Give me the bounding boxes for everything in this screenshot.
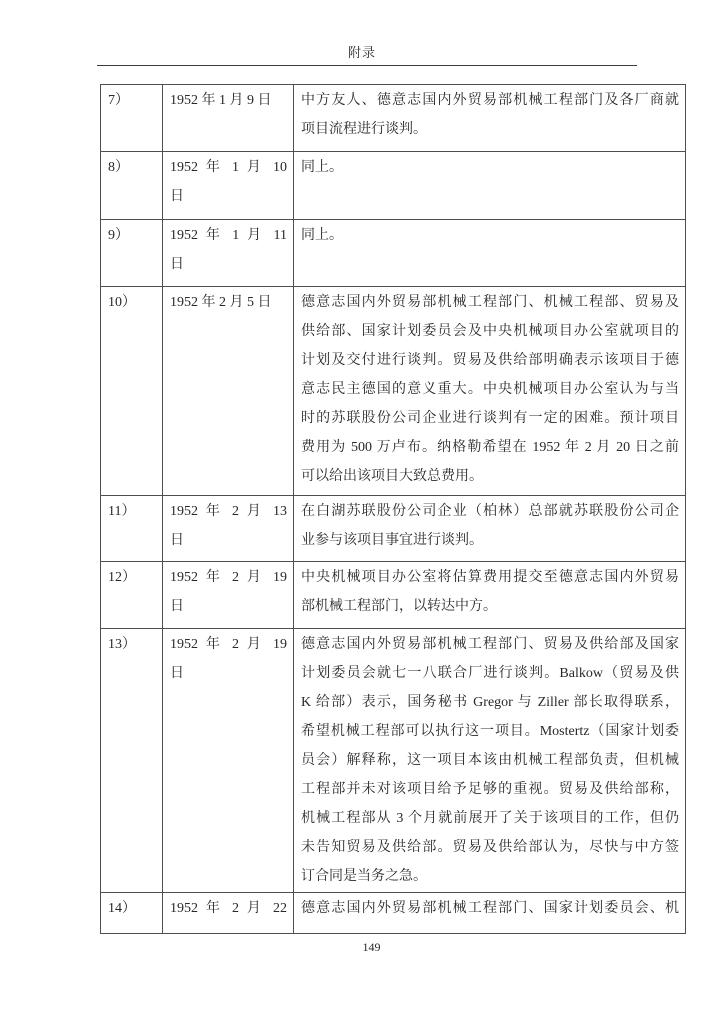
row-date-cell xyxy=(163,496,294,562)
content-line: 同上。 xyxy=(301,160,343,175)
row-number: 7） xyxy=(108,93,129,108)
date-line: 1952 年 2 月 22 xyxy=(170,901,287,916)
row-content-cell xyxy=(294,496,686,562)
row-content-cell xyxy=(294,893,686,934)
content-line: 员会）解释称，这一项目本该由机械工程部负责，但机械 xyxy=(301,753,679,768)
date-line: 日 xyxy=(170,189,184,204)
date-line: 日 xyxy=(170,666,184,681)
content-line: K 给部）表示，国务秘书 Gregor 与 Ziller 部长取得联系， xyxy=(301,695,679,710)
row-number: 13） xyxy=(108,637,136,652)
row-number: 11） xyxy=(108,504,136,519)
date-line: 日 xyxy=(170,257,184,272)
row-content-cell xyxy=(294,287,686,496)
content-line: 同上。 xyxy=(301,228,343,243)
row-date-cell xyxy=(163,562,294,629)
content-line: 德意志国内外贸易部机械工程部门、机械工程部、贸易及 xyxy=(301,295,679,310)
content-line: 希望机械工程部可以执行这一项目。Mostertz（国家计划委 xyxy=(301,724,679,739)
row-number-cell xyxy=(101,152,163,220)
content-line: 计划及交付进行谈判。贸易及供给部明确表示该项目于德 xyxy=(301,353,679,368)
row-number-cell xyxy=(101,220,163,287)
content-line: 时的苏联股份公司企业进行谈判有一定的困难。预计项目 xyxy=(301,411,679,426)
date-line: 1952 年 2 月 5 日 xyxy=(170,295,272,310)
page-number: 149 xyxy=(362,940,381,954)
row-content-cell xyxy=(294,152,686,220)
content-line: 业参与该项目事宜进行谈判。 xyxy=(301,533,483,548)
appendix-table xyxy=(100,84,686,934)
content-line: 意志民主德国的意义重大。中央机械项目办公室认为与当 xyxy=(301,382,679,397)
header-divider xyxy=(97,65,637,66)
content-line: 计划委员会就七一八联合厂进行谈判。Balkow（贸易及供 xyxy=(301,666,679,681)
row-number: 9） xyxy=(108,228,129,243)
content-line: 在白湖苏联股份公司企业（柏林）总部就苏联股份公司企 xyxy=(301,504,679,519)
row-date-cell xyxy=(163,893,294,934)
row-date-cell xyxy=(163,152,294,220)
content-line: 项目流程进行谈判。 xyxy=(301,122,427,137)
row-number: 14） xyxy=(108,901,136,916)
row-number: 12） xyxy=(108,570,136,585)
content-line: 供给部、国家计划委员会及中央机械项目办公室就项目的 xyxy=(301,324,679,339)
table-row xyxy=(101,629,686,893)
content-line: 中央机械项目办公室将估算费用提交至德意志国内外贸易 xyxy=(301,570,679,585)
row-content-cell xyxy=(294,629,686,893)
appendix-table-body xyxy=(101,85,686,934)
row-number-cell xyxy=(101,629,163,893)
content-line: 订合同是当务之急。 xyxy=(301,869,427,884)
date-line: 1952 年 1 月 10 xyxy=(170,160,287,175)
table-row xyxy=(101,85,686,152)
content-line: 未告知贸易及供给部。贸易及供给部认为，尽快与中方签 xyxy=(301,840,679,855)
row-number: 10） xyxy=(108,295,136,310)
row-content-cell xyxy=(294,85,686,152)
content-line: 可以给出该项目大致总费用。 xyxy=(301,469,483,484)
content-line: 中方友人、德意志国内外贸易部机械工程部门及各厂商就 xyxy=(301,93,679,108)
row-date-cell xyxy=(163,220,294,287)
date-line: 1952 年 1 月 11 xyxy=(170,228,287,243)
date-line: 日 xyxy=(170,533,184,548)
content-line: 费用为 500 万卢布。纳格勒希望在 1952 年 2 月 20 日之前 xyxy=(301,440,679,455)
content-line: 机械工程部从 3 个月就前展开了关于该项目的工作，但仍 xyxy=(301,811,679,826)
row-number-cell xyxy=(101,893,163,934)
content-line: 德意志国内外贸易部机械工程部门、贸易及供给部及国家 xyxy=(301,637,679,652)
date-line: 1952 年 1 月 9 日 xyxy=(170,93,272,108)
row-content-cell xyxy=(294,220,686,287)
date-line: 1952 年 2 月 19 xyxy=(170,637,287,652)
row-date-cell xyxy=(163,85,294,152)
row-number-cell xyxy=(101,496,163,562)
row-date-cell xyxy=(163,287,294,496)
table-row xyxy=(101,496,686,562)
row-date-cell xyxy=(163,629,294,893)
table-row xyxy=(101,287,686,496)
row-content-cell xyxy=(294,562,686,629)
content-line: 德意志国内外贸易部机械工程部门、国家计划委员会、机 xyxy=(301,901,679,916)
row-number-cell xyxy=(101,287,163,496)
row-number: 8） xyxy=(108,160,129,175)
row-number-cell xyxy=(101,562,163,629)
table-row xyxy=(101,152,686,220)
row-number-cell xyxy=(101,85,163,152)
page-header-title: 附录 xyxy=(347,45,376,60)
table-row xyxy=(101,220,686,287)
table-row xyxy=(101,562,686,629)
date-line: 1952 年 2 月 19 xyxy=(170,570,287,585)
content-line: 部机械工程部门，以转达中方。 xyxy=(301,599,497,614)
table-row xyxy=(101,893,686,934)
date-line: 1952 年 2 月 13 xyxy=(170,504,287,519)
content-line: 工程部并未对该项目给予足够的重视。贸易及供给部称， xyxy=(301,782,679,797)
date-line: 日 xyxy=(170,599,184,614)
